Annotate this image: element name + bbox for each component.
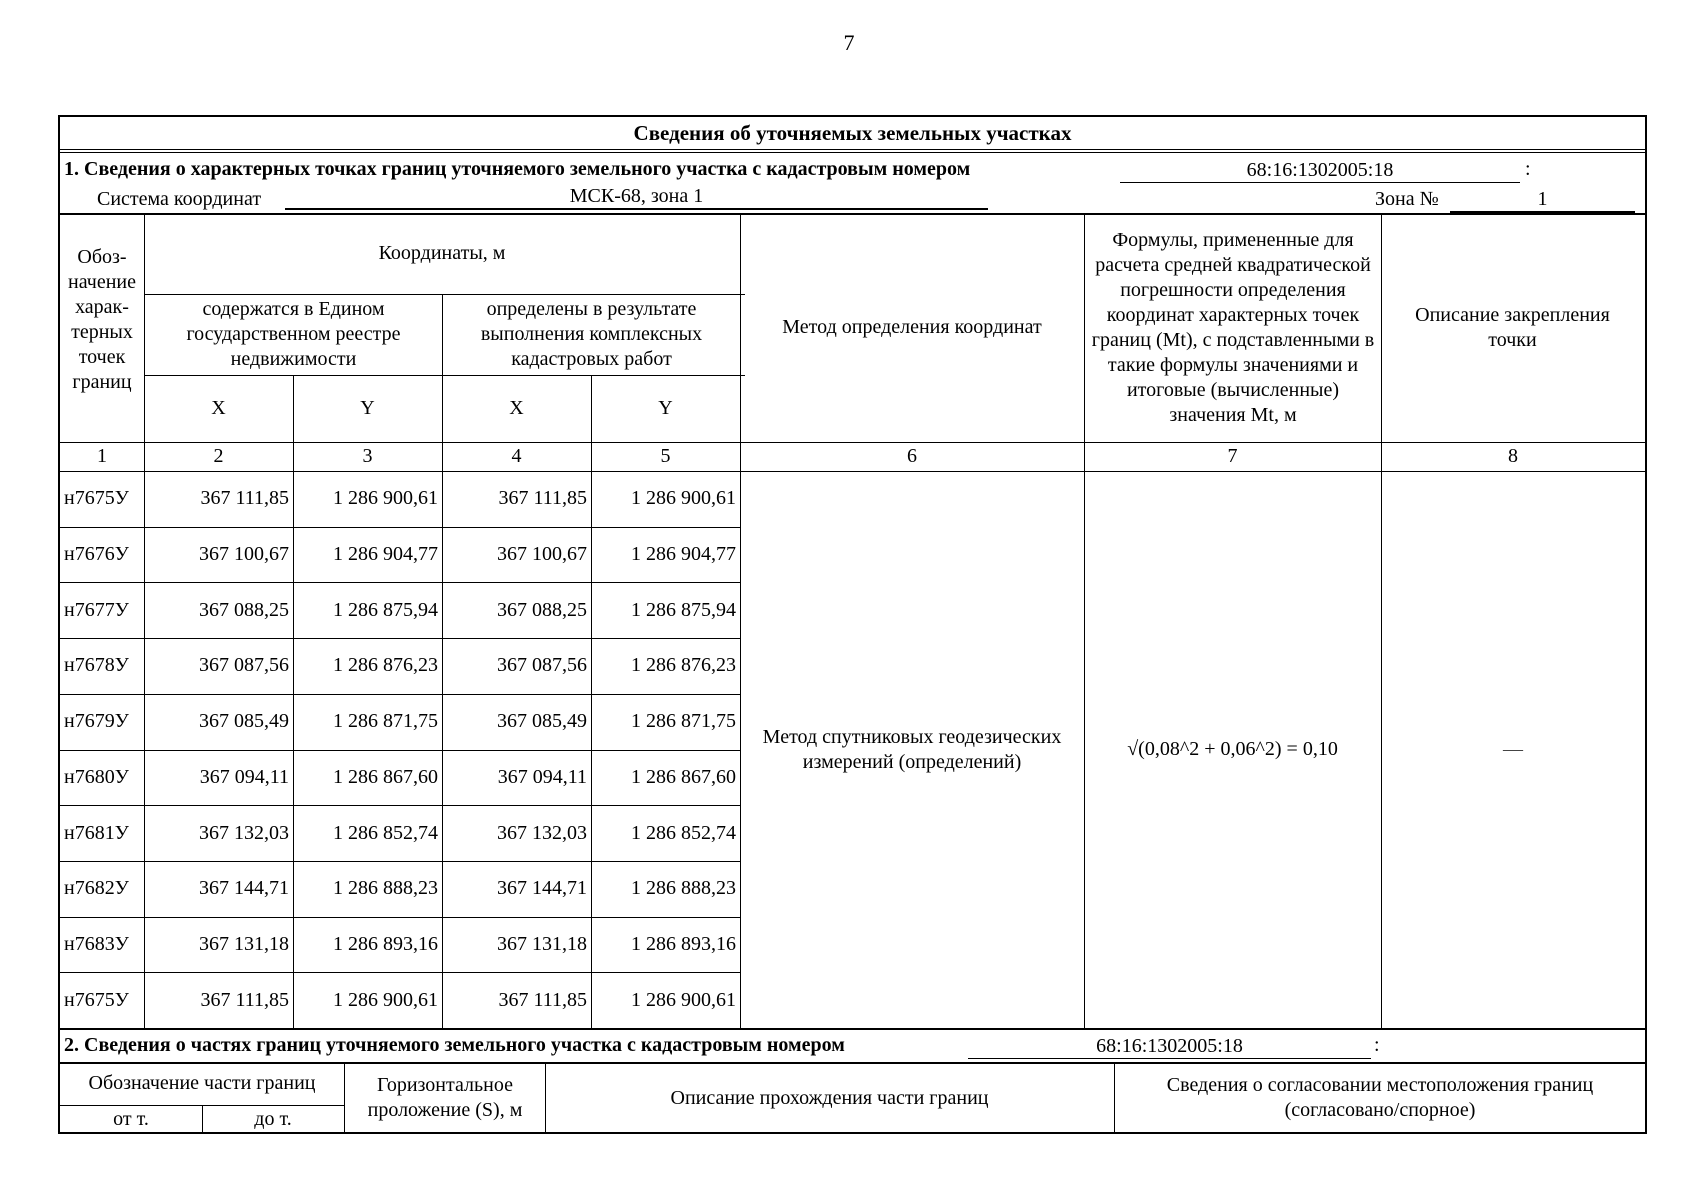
col-number: 2 xyxy=(213,445,224,467)
egrn-y: 1 286 888,23 xyxy=(333,877,438,900)
col-number: 5 xyxy=(660,445,671,467)
section2-heading: 2. Сведения о частях границ уточняемого земельного участка с кадастровым номером xyxy=(64,1034,845,1056)
col-number: 8 xyxy=(1508,445,1518,467)
egrn-x: 367 088,25 xyxy=(199,598,289,621)
kkr-x: 367 144,71 xyxy=(497,877,587,900)
kkr-x: 367 087,56 xyxy=(497,654,587,677)
point-id: н7675У xyxy=(64,988,129,1011)
point-id: н7679У xyxy=(64,710,129,733)
point-id: н7682У xyxy=(64,877,129,900)
kkr-y: 1 286 867,60 xyxy=(631,765,736,788)
egrn-y: 1 286 893,16 xyxy=(333,932,438,955)
egrn-x: 367 094,11 xyxy=(199,765,289,788)
agreement-header: Сведения о согласовании местоположения границ (согласовано/спорное) xyxy=(1166,1074,1594,1121)
egrn-x: 367 144,71 xyxy=(199,877,289,900)
egrn-x: 367 111,85 xyxy=(200,487,289,510)
egrn-x: 367 111,85 xyxy=(200,988,289,1011)
col-number: 3 xyxy=(362,445,373,467)
header-method: Метод определения координат xyxy=(782,316,1042,338)
egrn-y: 1 286 900,61 xyxy=(333,988,438,1011)
kkr-x: 367 088,25 xyxy=(497,598,587,621)
header-egrn: содержатся в Едином государственном реестре недвижимости xyxy=(186,298,401,370)
egrn-y: 1 286 876,23 xyxy=(333,654,438,677)
kkr-y: 1 286 876,23 xyxy=(631,654,736,677)
col-number: 1 xyxy=(97,445,107,467)
kkr-y: 1 286 852,74 xyxy=(631,821,736,844)
kkr-x: 367 111,85 xyxy=(498,487,587,510)
horizontal-distance-header: Горизонтальное проложение (S), м xyxy=(367,1074,523,1121)
boundary-description-header: Описание прохождения части границ xyxy=(670,1086,989,1109)
kkr-x: 367 094,11 xyxy=(497,765,587,788)
egrn-x: 367 131,18 xyxy=(199,932,289,955)
page-title: Сведения об уточняемых земельных участках xyxy=(633,121,1072,145)
header-coordinates: Координаты, м xyxy=(378,242,506,264)
rule xyxy=(1114,1062,1115,1134)
section2-colon: : xyxy=(1374,1034,1380,1056)
document-frame xyxy=(58,115,1647,1134)
coord-system-value: МСК-68, зона 1 xyxy=(285,184,988,210)
kkr-y: 1 286 893,16 xyxy=(631,932,736,955)
coord-system-label: Система координат xyxy=(97,188,262,210)
point-id: н7676У xyxy=(64,543,129,566)
header-point-designation: Обоз-начение харак-терных точек границ xyxy=(68,246,136,393)
point-id: н7680У xyxy=(64,765,129,788)
header-y2: Y xyxy=(658,397,673,419)
from-point-header: от т. xyxy=(113,1108,149,1130)
header-kkr: определены в результате выполнения комплексных кадастровых работ xyxy=(480,298,703,370)
col-number: 7 xyxy=(1227,445,1238,467)
kkr-x: 367 100,67 xyxy=(497,543,587,566)
page-number: 7 xyxy=(843,30,855,55)
kkr-y: 1 286 888,23 xyxy=(631,877,736,900)
egrn-y: 1 286 904,77 xyxy=(333,543,438,566)
section1-colon: : xyxy=(1525,158,1531,180)
kkr-x: 367 132,03 xyxy=(497,821,587,844)
section1-cadastral-number: 68:16:1302005:18 xyxy=(1120,158,1520,183)
to-point-header: до т. xyxy=(254,1108,292,1130)
kkr-x: 367 085,49 xyxy=(497,710,587,733)
kkr-x: 367 131,18 xyxy=(497,932,587,955)
header-x2: X xyxy=(509,397,524,419)
header-formula: Формулы, примененные для расчета средней квадратической погрешности определения координат характерных точек границ (Mt), с подставленными в такие формулы значениями и итоговые (вычисленные) значения Mt, м xyxy=(1091,228,1375,426)
col-number: 6 xyxy=(907,445,917,467)
header-y1: Y xyxy=(360,397,375,419)
section2-cadastral-number: 68:16:1302005:18 xyxy=(968,1034,1371,1059)
zone-label: Зона № xyxy=(1375,188,1439,210)
egrn-x: 367 100,67 xyxy=(199,543,289,566)
egrn-x: 367 087,56 xyxy=(199,654,289,677)
header-description: Описание закрепления точки xyxy=(1415,303,1610,351)
kkr-y: 1 286 875,94 xyxy=(631,598,736,621)
kkr-y: 1 286 871,75 xyxy=(631,710,736,733)
col-number: 4 xyxy=(511,445,522,467)
kkr-y: 1 286 904,77 xyxy=(631,543,736,566)
kkr-y: 1 286 900,61 xyxy=(631,487,736,510)
section1-heading: 1. Сведения о характерных точках границ уточняемого земельного участка с кадастровым номером xyxy=(64,158,971,180)
egrn-y: 1 286 900,61 xyxy=(333,487,438,510)
rule xyxy=(60,149,1645,150)
egrn-y: 1 286 852,74 xyxy=(333,821,438,844)
method-value: Метод спутниковых геодезических измерений (определений) xyxy=(762,725,1062,773)
point-id: н7678У xyxy=(64,654,129,677)
kkr-x: 367 111,85 xyxy=(498,988,587,1011)
egrn-x: 367 085,49 xyxy=(199,710,289,733)
egrn-x: 367 132,03 xyxy=(199,821,289,844)
egrn-y: 1 286 867,60 xyxy=(333,765,438,788)
zone-value: 1 xyxy=(1450,187,1635,213)
kkr-y: 1 286 900,61 xyxy=(631,988,736,1011)
rule xyxy=(344,1062,345,1134)
point-id: н7677У xyxy=(64,598,129,621)
description-value: — xyxy=(1503,738,1523,760)
rule xyxy=(60,1028,1645,1030)
egrn-y: 1 286 871,75 xyxy=(333,710,438,733)
header-x1: X xyxy=(211,397,226,419)
egrn-y: 1 286 875,94 xyxy=(333,598,438,621)
formula-value: √(0,08^2 + 0,06^2) = 0,10 xyxy=(1127,738,1338,760)
point-id: н7681У xyxy=(64,821,129,844)
part-designation-header: Обозначение части границ xyxy=(88,1072,316,1094)
point-id: н7683У xyxy=(64,932,129,955)
point-id: н7675У xyxy=(64,487,129,510)
rule xyxy=(60,152,1645,153)
